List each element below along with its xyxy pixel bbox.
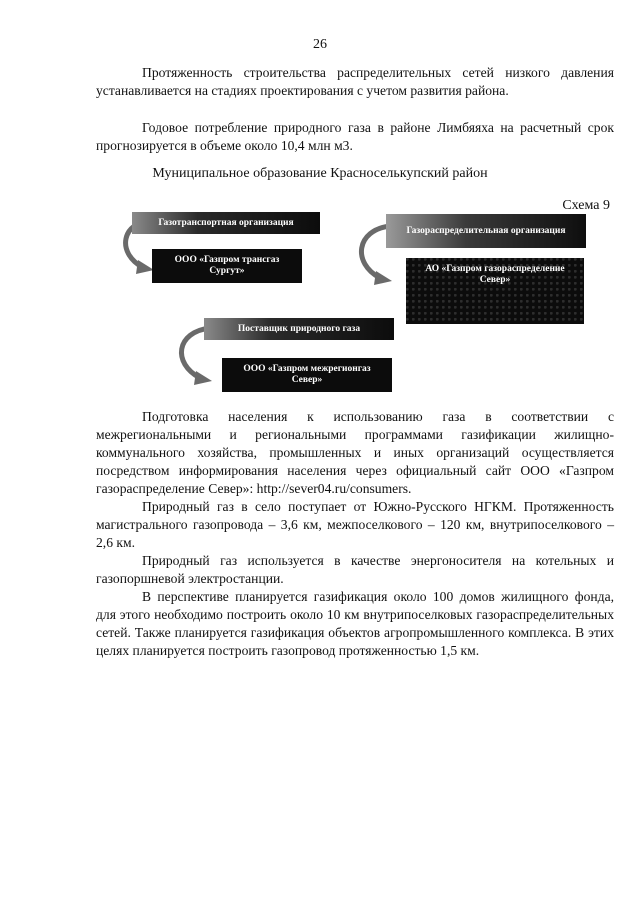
supplier-label: Поставщик природного газа [204, 318, 394, 340]
transport-org-label: Газотранспортная организация [132, 212, 320, 234]
paragraph-population-preparation: Подготовка населения к использованию газа в соответствии с межрегиональными и региональными программами газификации жилищно-коммунального хозяйства, промышленных и иных организаций осуществляется посредством информирования населения через официальный сайт ООО «Газпром газораспределение Север»: http://sever04.ru/consumers. [96, 409, 614, 496]
paragraph-gas-consumption: Годовое потребление природного газа в районе Лимбяяха на расчетный срок прогнозируется в объеме около 10,4 млн м3. [96, 120, 614, 153]
section-heading: Муниципальное образование Красноселькупский район [152, 166, 488, 181]
paragraph-network-length: Протяженность строительства распределительных сетей низкого давления устанавливается на стадиях проектирования с учетом развития района. [96, 65, 614, 98]
distribution-org-label: Газораспределительная организация [386, 214, 586, 248]
paragraph-gas-source: Природный газ в село поступает от Южно-Русского НГКМ. Протяженность магистрального газопровода – 3,6 км, межпоселкового – 120 км, внутрипоселкового – 2,6 км. [96, 499, 614, 550]
supplier-name: ООО «Газпром межрегионгаз Север» [222, 358, 392, 392]
paragraph-gasification-plans: В перспективе планируется газификация около 100 домов жилищного фонда, для этого необходимо построить около 10 км внутрипоселковых газораспределительных сетей. Также планируется газификация объектов агропромышленного комплекса. В этих целях планируется построить газопровод протяженностью 1,5 км. [96, 589, 614, 658]
distribution-org-name: АО «Газпром газораспределение Север» [406, 258, 584, 324]
schema-label: Схема 9 [562, 198, 610, 213]
paragraph-gas-usage: Природный газ используется в качестве энергоносителя на котельных и газопоршневой электростанции. [96, 553, 614, 586]
transport-org-name: ООО «Газпром трансгаз Сургут» [152, 249, 302, 283]
page-number: 26 [313, 37, 327, 52]
